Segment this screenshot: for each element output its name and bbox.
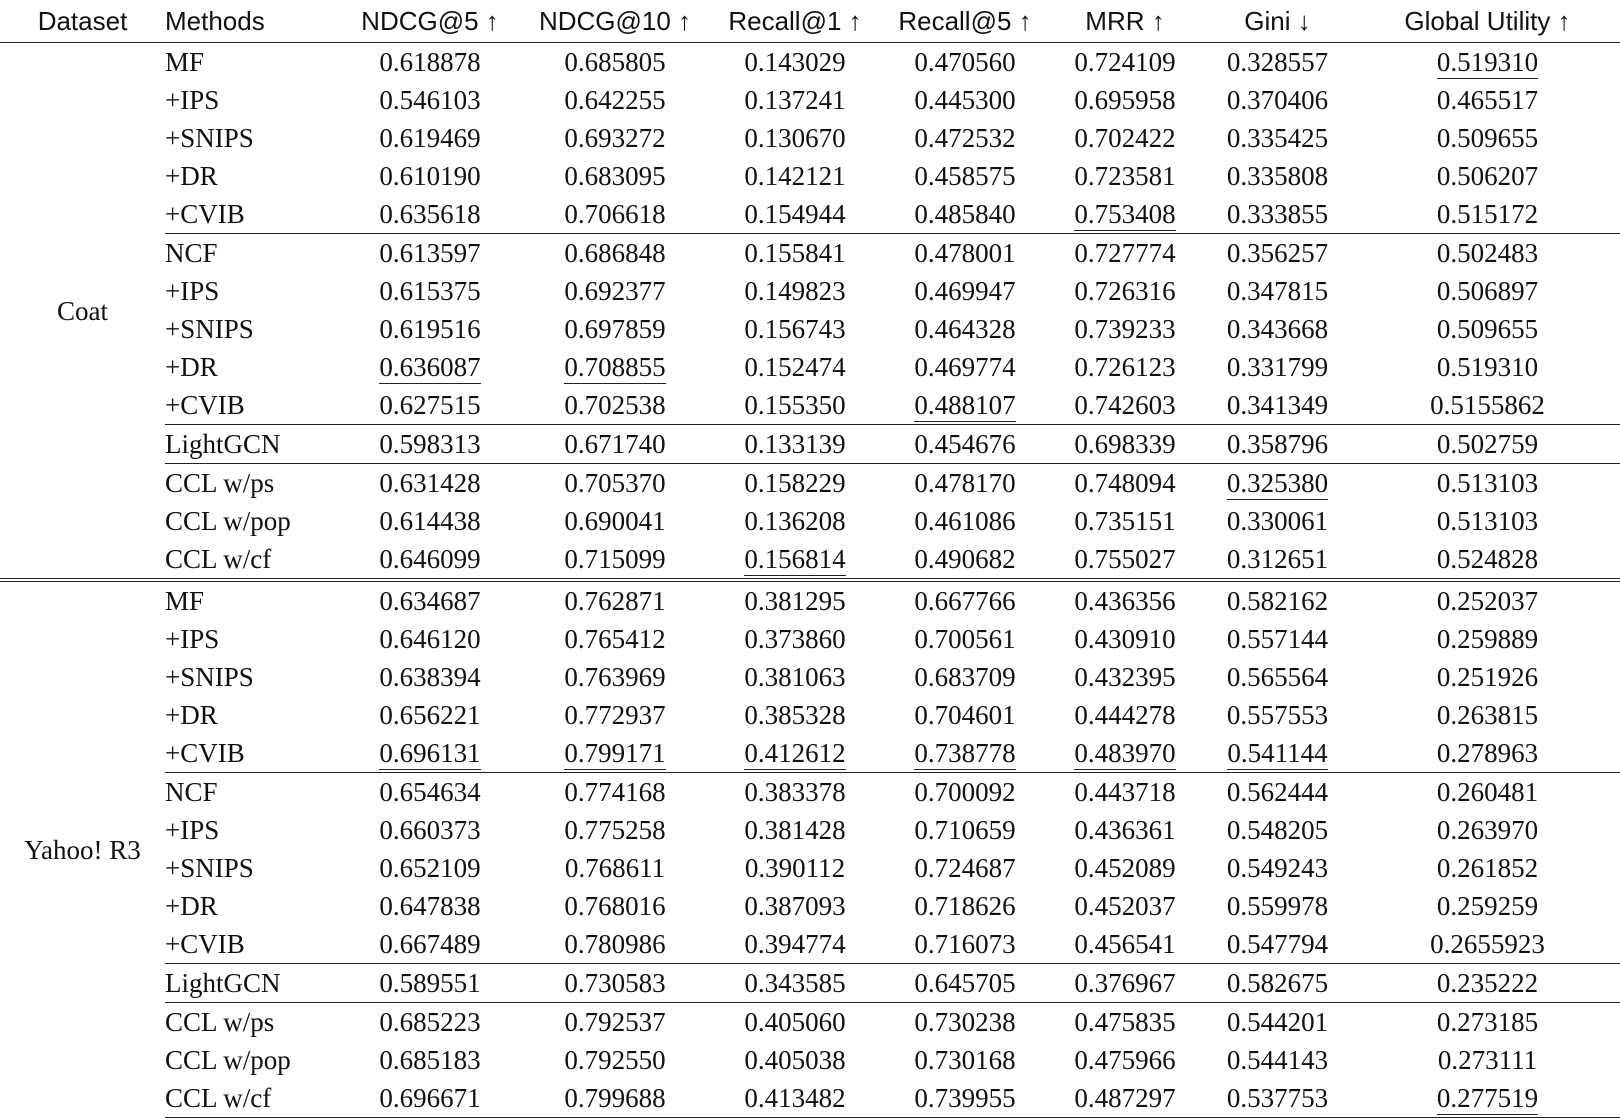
metric-value-cell: 0.730583 bbox=[520, 964, 710, 1003]
method-cell: CCL w/cf bbox=[165, 1079, 340, 1118]
metric-value-cell: 0.370406 bbox=[1226, 85, 1329, 115]
metric-value-cell: 0.660373 bbox=[379, 815, 481, 845]
metric-value-cell: 0.475835 bbox=[1050, 1003, 1200, 1042]
metric-value-cell: 0.155841 bbox=[710, 234, 880, 273]
table-row bbox=[0, 696, 1620, 734]
table-row bbox=[0, 540, 1620, 580]
metric-value-cell: 0.792537 bbox=[520, 1003, 710, 1042]
metric-value-cell: 0.155350 bbox=[744, 390, 846, 420]
metric-value-cell: 0.376967 bbox=[1050, 964, 1200, 1003]
method-cell: +SNIPS bbox=[165, 314, 254, 344]
metric-value-cell: 0.647838 bbox=[379, 891, 481, 921]
metric-value-cell: 0.557144 bbox=[1226, 624, 1329, 654]
metric-value-cell: 0.775258 bbox=[564, 815, 666, 845]
method-cell: CCL w/ps bbox=[165, 464, 340, 503]
metric-value-cell bbox=[1050, 734, 1200, 773]
metric-value-cell: 0.726123 bbox=[1074, 352, 1176, 382]
metric-value-cell: 0.469774 bbox=[914, 352, 1016, 382]
metric-value-cell: 0.619516 bbox=[379, 314, 481, 344]
metric-value-cell: 0.343668 bbox=[1226, 314, 1329, 344]
metric-value-cell: 0.509655 bbox=[1436, 314, 1539, 344]
metric-value-cell: 0.697859 bbox=[564, 314, 666, 344]
metric-value-cell: 0.774168 bbox=[520, 773, 710, 812]
metric-value-cell: 0.469947 bbox=[914, 276, 1016, 306]
column-header-mrr: MRR ↑ bbox=[1050, 0, 1200, 43]
metric-value-cell: 0.610190 bbox=[379, 161, 481, 191]
metric-value-cell: 0.718626 bbox=[914, 891, 1016, 921]
table-row bbox=[0, 348, 1620, 386]
metric-value-text: 0.483970 bbox=[1074, 738, 1176, 768]
metric-value-cell: 0.548205 bbox=[1226, 815, 1329, 845]
metric-value-cell: 0.724109 bbox=[1074, 47, 1176, 77]
metric-value-cell: 0.328557 bbox=[1226, 47, 1329, 77]
metric-value-cell: 0.454676 bbox=[880, 425, 1050, 464]
metric-value-cell: 0.373860 bbox=[744, 624, 846, 654]
method-cell: +DR bbox=[165, 352, 218, 382]
table-row bbox=[0, 1041, 1620, 1079]
metric-value-cell: 0.705370 bbox=[520, 464, 710, 503]
metric-value-cell: 0.341349 bbox=[1226, 390, 1329, 420]
metric-value-cell: 0.390112 bbox=[744, 853, 846, 883]
metric-value-cell bbox=[520, 348, 710, 386]
metric-value-text: 0.488107 bbox=[914, 390, 1016, 420]
metric-value-cell bbox=[1200, 734, 1355, 773]
method-cell: NCF bbox=[165, 234, 340, 273]
metric-value-cell: 0.2655923 bbox=[1430, 929, 1545, 959]
metric-value-cell: 0.799688 bbox=[520, 1079, 710, 1118]
table-row bbox=[0, 1079, 1620, 1118]
metric-value-cell: 0.515172 bbox=[1436, 199, 1539, 229]
metric-value-cell: 0.654634 bbox=[340, 773, 520, 812]
table-row bbox=[0, 119, 1620, 157]
metric-value-cell: 0.755027 bbox=[1074, 544, 1176, 574]
metric-value-cell: 0.693272 bbox=[564, 123, 666, 153]
metric-value-cell: 0.671740 bbox=[520, 425, 710, 464]
metric-value-cell: 0.331799 bbox=[1226, 352, 1329, 382]
metric-value-cell bbox=[1355, 43, 1620, 82]
column-header-ndcg10: NDCG@10 ↑ bbox=[520, 0, 710, 43]
method-cell: +SNIPS bbox=[165, 662, 254, 692]
metric-value-cell: 0.487297 bbox=[1050, 1079, 1200, 1118]
metric-value-cell: 0.478170 bbox=[880, 464, 1050, 503]
metric-value-cell: 0.452089 bbox=[1074, 853, 1176, 883]
metric-value-cell: 0.546103 bbox=[379, 85, 481, 115]
dataset-name-cell: Yahoo! R3 bbox=[0, 580, 165, 1118]
metric-value-cell: 0.614438 bbox=[379, 506, 481, 536]
metric-value-cell: 0.444278 bbox=[1074, 700, 1176, 730]
metric-value-text: 0.708855 bbox=[564, 352, 666, 382]
method-cell: CCL w/pop bbox=[165, 1045, 291, 1075]
metric-value-cell: 0.646120 bbox=[379, 624, 481, 654]
metric-value-cell: 0.485840 bbox=[914, 199, 1016, 229]
metric-value-cell: 0.692377 bbox=[564, 276, 666, 306]
metric-value-cell: 0.394774 bbox=[744, 929, 846, 959]
column-header-methods: Methods bbox=[165, 0, 340, 43]
metric-value-cell: 0.730238 bbox=[880, 1003, 1050, 1042]
metric-value-cell: 0.706618 bbox=[564, 199, 666, 229]
metric-value-cell: 0.544143 bbox=[1226, 1045, 1329, 1075]
table-row bbox=[0, 425, 1620, 464]
method-cell: MF bbox=[165, 47, 205, 77]
column-header-dataset: Dataset bbox=[0, 0, 165, 43]
table-row bbox=[0, 43, 1620, 82]
method-cell: CCL w/cf bbox=[165, 544, 272, 574]
metric-value-cell: 0.385328 bbox=[744, 700, 846, 730]
metric-value-cell: 0.723581 bbox=[1074, 161, 1176, 191]
metric-value-cell: 0.685223 bbox=[340, 1003, 520, 1042]
metric-value-text: 0.519310 bbox=[1436, 47, 1539, 77]
method-cell: +DR bbox=[165, 161, 218, 191]
method-cell: +IPS bbox=[165, 276, 220, 306]
metric-value-cell: 0.559978 bbox=[1226, 891, 1329, 921]
metric-value-cell: 0.475966 bbox=[1074, 1045, 1176, 1075]
metric-value-cell: 0.582162 bbox=[1200, 580, 1355, 620]
metric-value-cell: 0.465517 bbox=[1436, 85, 1539, 115]
method-cell: +IPS bbox=[165, 624, 220, 654]
metric-value-cell: 0.727774 bbox=[1050, 234, 1200, 273]
metric-value-cell: 0.667489 bbox=[379, 929, 481, 959]
metric-value-cell: 0.618878 bbox=[379, 47, 481, 77]
metric-value-cell: 0.263970 bbox=[1436, 815, 1539, 845]
metric-value-cell: 0.715099 bbox=[564, 544, 666, 574]
method-cell: CCL w/ps bbox=[165, 1003, 340, 1042]
metric-value-cell: 0.502483 bbox=[1355, 234, 1620, 273]
table-row bbox=[0, 310, 1620, 348]
dataset-name-cell: Coat bbox=[57, 295, 108, 326]
metric-value-cell bbox=[520, 734, 710, 773]
table-row bbox=[0, 502, 1620, 540]
metric-value-cell: 0.634687 bbox=[340, 580, 520, 620]
table-row bbox=[0, 157, 1620, 195]
metric-value-cell: 0.524828 bbox=[1436, 544, 1539, 574]
table-row bbox=[0, 81, 1620, 119]
table-row bbox=[0, 1003, 1620, 1042]
metric-value-cell: 0.263815 bbox=[1436, 700, 1539, 730]
metric-value-cell: 0.683709 bbox=[914, 662, 1016, 692]
metric-value-cell: 0.780986 bbox=[564, 929, 666, 959]
metric-value-cell: 0.136208 bbox=[744, 506, 846, 536]
metric-value-cell: 0.598313 bbox=[340, 425, 520, 464]
metric-value-cell: 0.443718 bbox=[1050, 773, 1200, 812]
method-cell: +IPS bbox=[165, 85, 220, 115]
metric-value-cell: 0.312651 bbox=[1226, 544, 1329, 574]
metric-value-cell: 0.430910 bbox=[1074, 624, 1176, 654]
metric-value-cell bbox=[1355, 1079, 1620, 1118]
table-row bbox=[0, 964, 1620, 1003]
method-cell: MF bbox=[165, 580, 340, 620]
metric-value-cell: 0.716073 bbox=[914, 929, 1016, 959]
metric-value-cell: 0.726316 bbox=[1074, 276, 1176, 306]
metric-value-cell: 0.631428 bbox=[340, 464, 520, 503]
metric-value-cell: 0.589551 bbox=[340, 964, 520, 1003]
table-header bbox=[0, 0, 1620, 43]
method-cell: +DR bbox=[165, 891, 218, 921]
metric-value-cell: 0.547794 bbox=[1226, 929, 1329, 959]
table-row bbox=[0, 811, 1620, 849]
metric-value-cell: 0.656221 bbox=[379, 700, 481, 730]
metric-value-cell: 0.704601 bbox=[914, 700, 1016, 730]
metric-value-text: 0.799171 bbox=[564, 738, 666, 768]
method-cell: +CVIB bbox=[165, 199, 245, 229]
metric-value-cell: 0.685805 bbox=[564, 47, 666, 77]
metric-value-cell: 0.333855 bbox=[1226, 199, 1329, 229]
metric-value-cell: 0.432395 bbox=[1074, 662, 1176, 692]
table-row bbox=[0, 234, 1620, 273]
metric-value-cell: 0.445300 bbox=[914, 85, 1016, 115]
metric-value-cell: 0.470560 bbox=[914, 47, 1016, 77]
metric-value-cell: 0.792550 bbox=[564, 1045, 666, 1075]
table-row bbox=[0, 887, 1620, 925]
metric-value-cell: 0.645705 bbox=[880, 964, 1050, 1003]
metric-value-cell: 0.696671 bbox=[340, 1079, 520, 1118]
metric-value-cell: 0.436356 bbox=[1050, 580, 1200, 620]
metric-value-cell: 0.762871 bbox=[520, 580, 710, 620]
metric-value-cell: 0.710659 bbox=[914, 815, 1016, 845]
method-cell: NCF bbox=[165, 773, 340, 812]
metric-value-cell bbox=[880, 734, 1050, 773]
metric-value-cell: 0.235222 bbox=[1355, 964, 1620, 1003]
metric-value-text: 0.636087 bbox=[379, 352, 481, 382]
metric-value-cell: 0.519310 bbox=[1436, 352, 1539, 382]
metric-value-cell: 0.724687 bbox=[914, 853, 1016, 883]
metric-value-cell: 0.642255 bbox=[564, 85, 666, 115]
metric-value-cell: 0.613597 bbox=[340, 234, 520, 273]
metric-value-cell: 0.343585 bbox=[710, 964, 880, 1003]
metric-value-cell: 0.685183 bbox=[379, 1045, 481, 1075]
metric-value-cell: 0.739233 bbox=[1074, 314, 1176, 344]
metric-value-cell: 0.509655 bbox=[1436, 123, 1539, 153]
metric-value-text: 0.738778 bbox=[914, 738, 1016, 768]
metric-value-cell: 0.261852 bbox=[1436, 853, 1539, 883]
method-cell: +CVIB bbox=[165, 738, 245, 768]
metric-value-cell: 0.472532 bbox=[914, 123, 1016, 153]
method-cell: +DR bbox=[165, 700, 218, 730]
metric-value-cell: 0.695958 bbox=[1074, 85, 1176, 115]
metric-value-cell: 0.461086 bbox=[914, 506, 1016, 536]
metric-value-cell: 0.748094 bbox=[1050, 464, 1200, 503]
metric-value-text: 0.412612 bbox=[744, 738, 846, 768]
metric-value-cell bbox=[1200, 464, 1355, 503]
metric-value-cell: 0.686848 bbox=[520, 234, 710, 273]
metric-value-cell: 0.251926 bbox=[1436, 662, 1539, 692]
metric-value-cell: 0.273185 bbox=[1355, 1003, 1620, 1042]
metric-value-cell: 0.149823 bbox=[744, 276, 846, 306]
metric-value-cell: 0.133139 bbox=[710, 425, 880, 464]
metric-value-cell: 0.652109 bbox=[379, 853, 481, 883]
metric-value-cell bbox=[340, 734, 520, 773]
metric-value-cell: 0.464328 bbox=[914, 314, 1016, 344]
metric-value-cell: 0.768016 bbox=[564, 891, 666, 921]
column-header-recall1: Recall@1 ↑ bbox=[710, 0, 880, 43]
metric-value-cell: 0.582675 bbox=[1200, 964, 1355, 1003]
metric-value-cell: 0.646099 bbox=[379, 544, 481, 574]
metric-value-cell: 0.619469 bbox=[379, 123, 481, 153]
metric-value-cell: 0.700092 bbox=[880, 773, 1050, 812]
method-cell: +IPS bbox=[165, 815, 220, 845]
table-body bbox=[0, 43, 1620, 1118]
metric-value-cell: 0.278963 bbox=[1436, 738, 1539, 768]
metric-value-cell: 0.702422 bbox=[1074, 123, 1176, 153]
metric-value-cell: 0.549243 bbox=[1226, 853, 1329, 883]
method-cell: +CVIB bbox=[165, 929, 245, 959]
metric-value-cell: 0.456541 bbox=[1074, 929, 1176, 959]
method-cell: CCL w/pop bbox=[165, 506, 291, 536]
metric-value-cell: 0.772937 bbox=[564, 700, 666, 730]
metric-value-cell: 0.690041 bbox=[564, 506, 666, 536]
metric-value-cell: 0.735151 bbox=[1074, 506, 1176, 536]
metric-value-cell: 0.137241 bbox=[744, 85, 846, 115]
metric-value-cell: 0.143029 bbox=[744, 47, 846, 77]
metric-value-cell: 0.436361 bbox=[1074, 815, 1176, 845]
metric-value-cell: 0.506897 bbox=[1436, 276, 1539, 306]
table-row bbox=[0, 925, 1620, 964]
metric-value-cell: 0.381063 bbox=[744, 662, 846, 692]
metric-value-cell: 0.405060 bbox=[710, 1003, 880, 1042]
metric-value-cell: 0.381295 bbox=[710, 580, 880, 620]
metric-value-cell: 0.158229 bbox=[710, 464, 880, 503]
metric-value-cell: 0.490682 bbox=[914, 544, 1016, 574]
table-row bbox=[0, 195, 1620, 234]
metric-value-cell: 0.635618 bbox=[379, 199, 481, 229]
metric-value-cell: 0.638394 bbox=[379, 662, 481, 692]
metric-value-cell: 0.667766 bbox=[880, 580, 1050, 620]
metric-value-cell: 0.413482 bbox=[710, 1079, 880, 1118]
metric-value-cell: 0.259259 bbox=[1436, 891, 1539, 921]
metric-value-cell bbox=[710, 540, 880, 580]
metric-value-cell: 0.627515 bbox=[379, 390, 481, 420]
column-header-recall5: Recall@5 ↑ bbox=[880, 0, 1050, 43]
metric-value-cell: 0.330061 bbox=[1226, 506, 1329, 536]
metric-value-cell: 0.765412 bbox=[564, 624, 666, 654]
metric-value-cell: 0.152474 bbox=[744, 352, 846, 382]
metric-value-cell: 0.537753 bbox=[1200, 1079, 1355, 1118]
metric-value-text: 0.753408 bbox=[1074, 199, 1176, 229]
metric-value-cell: 0.742603 bbox=[1074, 390, 1176, 420]
metric-value-text: 0.277519 bbox=[1436, 1083, 1539, 1113]
metric-value-cell: 0.562444 bbox=[1200, 773, 1355, 812]
metric-value-cell: 0.156743 bbox=[744, 314, 846, 344]
metric-value-cell: 0.502759 bbox=[1355, 425, 1620, 464]
column-header-global-utility: Global Utility ↑ bbox=[1355, 0, 1620, 43]
table-row bbox=[0, 734, 1620, 773]
metric-value-cell: 0.335425 bbox=[1226, 123, 1329, 153]
metric-value-cell: 0.259889 bbox=[1436, 624, 1539, 654]
metric-value-cell: 0.273111 bbox=[1437, 1045, 1538, 1075]
metric-value-cell: 0.154944 bbox=[744, 199, 846, 229]
metric-value-cell: 0.130670 bbox=[744, 123, 846, 153]
method-cell: LightGCN bbox=[165, 964, 340, 1003]
table-row bbox=[0, 849, 1620, 887]
metric-value-cell bbox=[340, 348, 520, 386]
table-row bbox=[0, 580, 1620, 620]
metric-value-cell: 0.698339 bbox=[1050, 425, 1200, 464]
metric-value-cell bbox=[880, 386, 1050, 425]
table-row bbox=[0, 620, 1620, 658]
metric-value-cell: 0.452037 bbox=[1074, 891, 1176, 921]
metric-value-cell: 0.683095 bbox=[564, 161, 666, 191]
metric-value-cell: 0.565564 bbox=[1226, 662, 1329, 692]
metric-value-cell: 0.730168 bbox=[914, 1045, 1016, 1075]
metric-value-text: 0.696131 bbox=[379, 738, 481, 768]
metric-value-cell: 0.381428 bbox=[744, 815, 846, 845]
metric-value-cell: 0.356257 bbox=[1200, 234, 1355, 273]
column-header-ndcg5: NDCG@5 ↑ bbox=[340, 0, 520, 43]
table-row bbox=[0, 658, 1620, 696]
metric-value-cell bbox=[710, 734, 880, 773]
header-row bbox=[0, 0, 1620, 43]
metric-value-cell: 0.702538 bbox=[564, 390, 666, 420]
metric-value-cell: 0.557553 bbox=[1226, 700, 1329, 730]
metric-value-cell: 0.458575 bbox=[914, 161, 1016, 191]
table-row bbox=[0, 272, 1620, 310]
metric-value-text: 0.541144 bbox=[1227, 738, 1328, 768]
method-cell: +CVIB bbox=[165, 390, 245, 420]
metric-value-cell: 0.347815 bbox=[1226, 276, 1329, 306]
metric-value-cell: 0.252037 bbox=[1355, 580, 1620, 620]
metric-value-cell: 0.763969 bbox=[564, 662, 666, 692]
metric-value-cell: 0.615375 bbox=[379, 276, 481, 306]
metric-value-cell: 0.768611 bbox=[564, 853, 666, 883]
metric-value-cell: 0.335808 bbox=[1226, 161, 1329, 191]
metric-value-cell: 0.478001 bbox=[880, 234, 1050, 273]
metric-value-text: 0.156814 bbox=[744, 544, 846, 574]
column-header-gini: Gini ↓ bbox=[1200, 0, 1355, 43]
metric-value-cell: 0.739955 bbox=[880, 1079, 1050, 1118]
metric-value-cell: 0.260481 bbox=[1355, 773, 1620, 812]
metric-value-cell: 0.387093 bbox=[744, 891, 846, 921]
metric-value-cell: 0.142121 bbox=[744, 161, 846, 191]
metric-value-cell: 0.358796 bbox=[1200, 425, 1355, 464]
metric-value-cell: 0.544201 bbox=[1200, 1003, 1355, 1042]
metric-value-cell: 0.5155862 bbox=[1430, 390, 1545, 420]
method-cell: +SNIPS bbox=[165, 123, 254, 153]
table-row bbox=[0, 773, 1620, 812]
method-cell: LightGCN bbox=[165, 425, 340, 464]
metric-value-cell: 0.700561 bbox=[914, 624, 1016, 654]
method-cell: +SNIPS bbox=[165, 853, 254, 883]
metric-value-cell bbox=[1050, 195, 1200, 234]
metric-value-cell: 0.383378 bbox=[710, 773, 880, 812]
metric-value-cell: 0.513103 bbox=[1436, 506, 1539, 536]
table-row bbox=[0, 386, 1620, 425]
metric-value-cell: 0.405038 bbox=[744, 1045, 846, 1075]
metric-value-cell: 0.513103 bbox=[1355, 464, 1620, 503]
table-row bbox=[0, 464, 1620, 503]
metric-value-text: 0.325380 bbox=[1226, 468, 1329, 498]
metric-value-cell: 0.506207 bbox=[1436, 161, 1539, 191]
